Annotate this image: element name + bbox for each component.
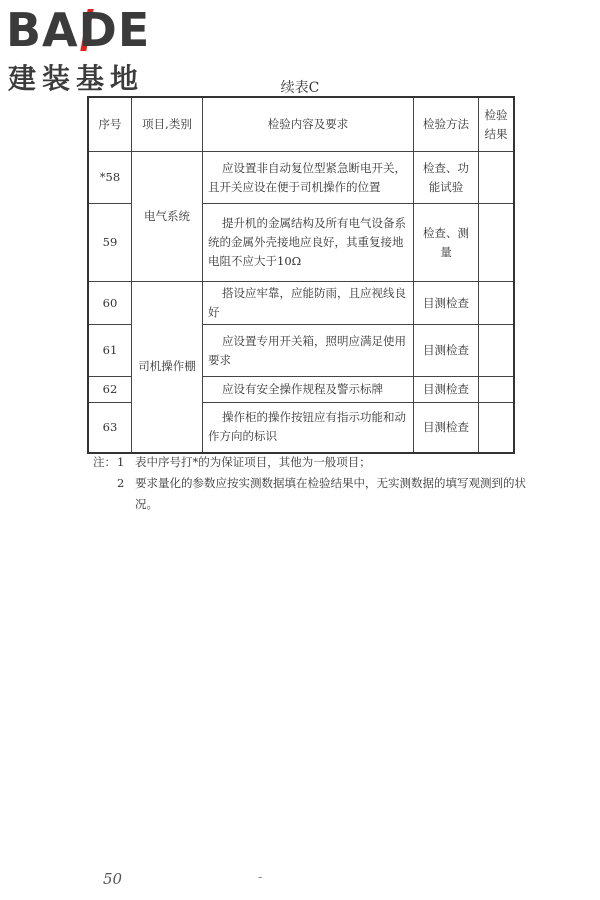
header-method: 检验方法 [414,97,479,152]
inspection-table [87,96,515,454]
category-cell: 司机操作棚 [132,282,203,453]
row-content: 操作柜的操作按钮应有指示功能和动作方向的标识 [203,403,414,453]
note-prefix: 注： [93,455,116,469]
row-method: 目测检查 [414,403,479,453]
note-number: 1 [117,455,125,469]
row-content: 搭设应牢靠，应能防雨，且应视线良好 [203,282,414,325]
note-number: 2 [117,476,125,490]
table-header-row [88,97,514,152]
header-content: 检验内容及要求 [203,97,414,152]
row-method: 目测检查 [414,325,479,377]
category-cell: 电气系统 [132,152,203,282]
row-result [479,403,515,453]
table-row [88,152,514,204]
row-num: 60 [88,282,132,325]
row-result [479,204,515,282]
header-category: 项目,类别 [132,97,203,152]
page-number: 50 [103,870,123,888]
logo-subtitle: 建装基地 [8,62,145,95]
header-result: 检验结果 [479,97,515,152]
row-result [479,377,515,403]
row-method: 检查、测量 [414,204,479,282]
table-notes [93,452,533,515]
row-num: 62 [88,377,132,403]
note-text: 表中序号打*的为保证项目，其他为一般项目； [135,455,371,469]
row-method: 检查、功能试验 [414,152,479,204]
row-content: 应设有安全操作规程及警示标牌 [203,377,414,403]
table-row [88,282,514,325]
note-text: 要求量化的参数应按实测数据填在检验结果中，无实测数据的填写观测到的状况。 [135,476,526,511]
row-num: 61 [88,325,132,377]
header-num: 序号 [88,97,132,152]
row-method: 目测检查 [414,377,479,403]
footer-mark: - [258,870,263,885]
logo-text: BADE [6,3,151,57]
row-result [479,152,515,204]
row-content: 提升机的金属结构及所有电气设备系统的金属外壳接地应良好，其重复接地电阻不应大于10Ω [203,204,414,282]
row-content: 应设置专用开关箱，照明应满足使用要求 [203,325,414,377]
note-item [93,452,533,473]
row-num: 59 [88,204,132,282]
row-num: *58 [88,152,132,204]
table-title: 续表C [280,80,320,96]
row-result [479,282,515,325]
note-item [93,473,533,515]
row-result [479,325,515,377]
row-content: 应设置非自动复位型紧急断电开关，且开关应设在便于司机操作的位置 [203,152,414,204]
row-method: 目测检查 [414,282,479,325]
row-num: 63 [88,403,132,453]
